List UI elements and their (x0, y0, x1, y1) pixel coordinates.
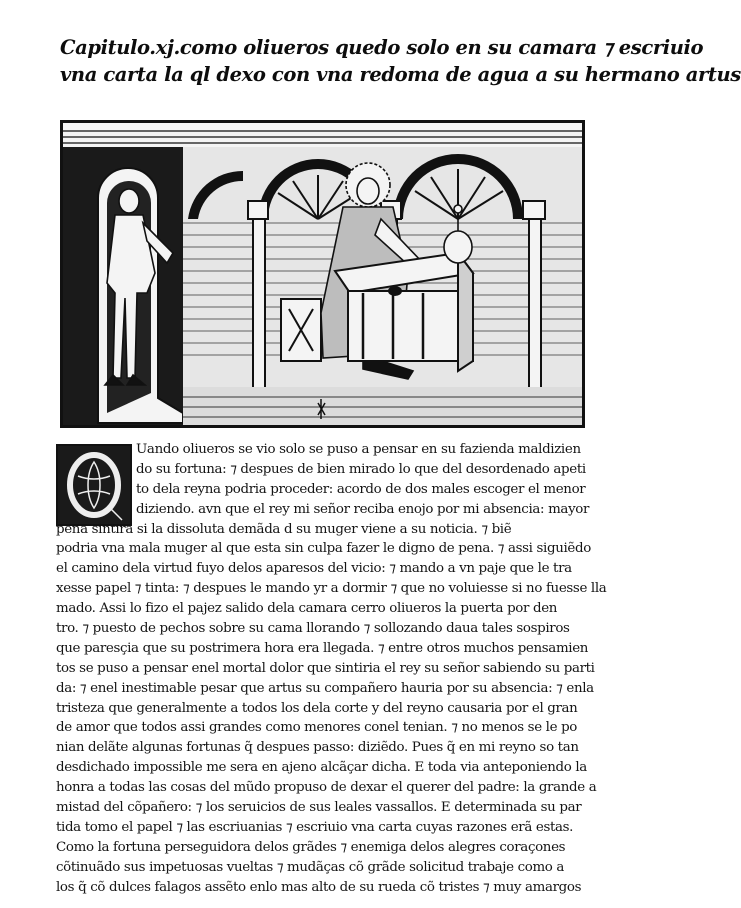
body-line: el camino dela virtud fuyo delos aparesos del vicio: ⁊ mando a vn paje que le tra (56, 561, 572, 577)
body-line: podria vna mala muger al que esta sin culpa fazer le digno de pena. ⁊ assi siguiẽdo (56, 541, 591, 557)
body-line: que paresçia que su postrimera hora era llegada. ⁊ entre otros muchos pensamien (56, 640, 589, 656)
writing-desk (335, 253, 473, 371)
body-line: mistad del cõpañero: ⁊ los seruicios de sus leales vassallos. E determinada su par (56, 800, 582, 816)
body-line: Como la fortuna perseguidora delos grãdes ⁊ enemiga delos alegres coraçones (56, 839, 566, 855)
body-line: mado. Assi lo fizo el pajez salido dela camara cerro oliueros la puerta por den (56, 601, 558, 617)
body-line: to dela reyna podria proceder: acordo de dos males escoger el menor (136, 481, 586, 497)
body-line: da: ⁊ enel inestimable pesar que artus su compañero hauria por su absencia: ⁊ enla (56, 680, 594, 696)
chapter-heading-line-1: Capitulo.xj.como oliueros quedo solo en su camara ⁊ escriuio (60, 36, 704, 59)
body-text (56, 440, 607, 897)
body-line: tro. ⁊ puesto de pechos sobre su cama llorando ⁊ sollozando daua tales sospiros (56, 621, 570, 637)
body-line: cõtinuãdo sus impetuosas vueltas ⁊ mudãças cõ grãde solicitud trabaje como a (56, 859, 565, 875)
body-line: tristeza que generalmente a todos los dela corte y del reyno causaria por el gran (56, 700, 578, 716)
body-line: do su fortuna: ⁊ despues de bien mirado lo que del desordenado apeti (136, 461, 586, 477)
body-line: desdichado impossible me sera en ajeno alcãçar dicha. E toda via anteponiendo la (56, 760, 587, 776)
woodcut-illustration (60, 120, 585, 428)
body-line: tos se puso a pensar enel mortal dolor que sintiria el rey su señor sabiendo su parti (56, 660, 595, 676)
body-line: de amor que todos assi grandes como menores conel tenian. ⁊ no menos se le po (56, 720, 578, 736)
body-line: diziendo. avn que el rey mi señor reciba enojo por mi absencia: mayor (136, 501, 590, 517)
body-line: pena sintira si la dissoluta demãda d su muger viene a su noticia. ⁊ biẽ (56, 521, 512, 537)
body-line: tida tomo el papel ⁊ las escriuanias ⁊ escriuio vna carta cuyas razones erã estas. (56, 819, 574, 835)
body-line: honra a todas las cosas del mũdo propuso de dexar el querer del padre: la grande a (56, 780, 597, 796)
body-line: los q̃ cõ dulces falagos assẽto enlo mas alto de su rueda cõ tristes ⁊ muy amargos (56, 879, 582, 895)
woodcut-svg (63, 123, 582, 425)
body-line: xesse papel ⁊ tinta: ⁊ despues le mando yr a dormir ⁊ que no voluiesse si no fuesse lla (56, 581, 607, 597)
body-line: Uando oliueros se vio solo se puso a pensar en su fazienda maldizien (136, 442, 581, 457)
chapter-heading-line-2: vna carta la ql dexo con vna redoma de agua a su hermano artus (60, 63, 741, 86)
chapter-heading (60, 34, 741, 88)
body-line: nian delãte algunas fortunas q̃ despues passo: diziẽdo. Pues q̃ en mi reyno so tan (56, 740, 579, 756)
